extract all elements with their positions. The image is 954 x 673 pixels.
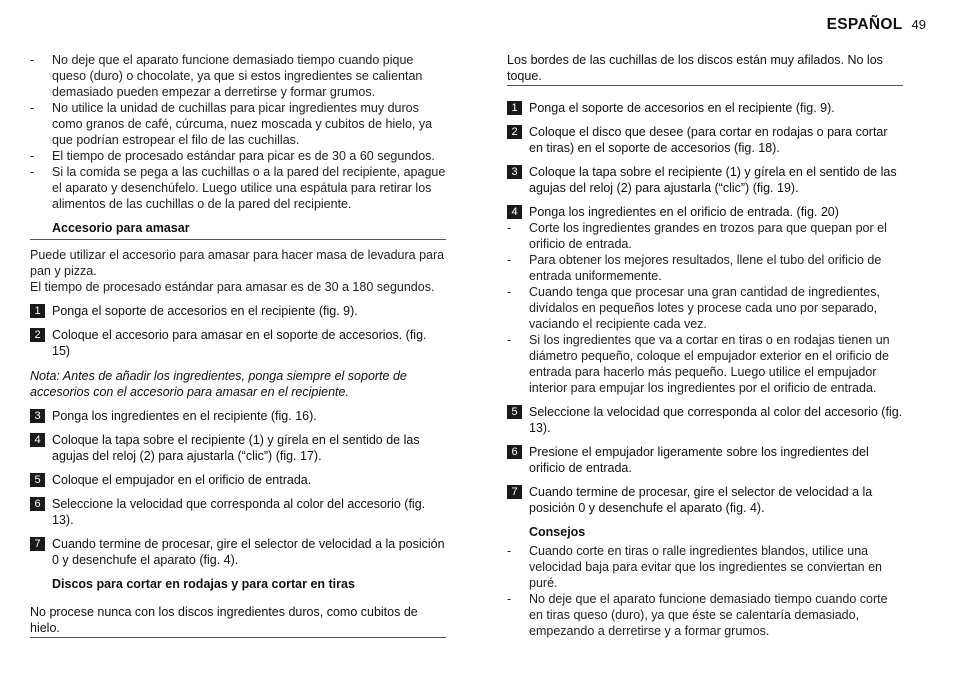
kneading-intro: Puede utilizar el accesorio para amasar para hacer masa de levadura para pan y pizza. — [30, 248, 445, 278]
section-heading-kneading: Accesorio para amasar — [30, 220, 446, 240]
tips-heading: Consejos — [529, 525, 586, 539]
step-number-badge: 6 — [507, 445, 522, 459]
left-column — [30, 52, 446, 638]
step-item — [30, 472, 446, 488]
step-item — [507, 164, 903, 196]
step-number-badge: 4 — [507, 205, 522, 219]
list-item: - Corte los ingredientes grandes en trozos para que quepan por el orificio de entrada. — [507, 220, 903, 252]
step-text: Cuando termine de procesar, gire el selector de velocidad a la posición 0 y desenchufe el aparato (fig. 4). — [529, 485, 873, 515]
step-number-badge: 3 — [507, 165, 522, 179]
step-item — [507, 204, 903, 220]
tips-list — [507, 543, 903, 639]
list-item: - Cuando corte en tiras o ralle ingredientes blandos, utilice una velocidad baja para evitar que los ingredientes se conviertan en puré. — [507, 543, 903, 591]
kneading-time: El tiempo de procesado estándar para amasar es de 30 a 180 segundos. — [30, 280, 435, 294]
step-item — [507, 404, 903, 436]
list-item: - Si los ingredientes que va a cortar en tiras o en rodajas tienen un diámetro pequeño, coloque el empujador exterior en el orificio de entrada para hacerlo más pequeño. Luego utilice el empujador interior para empujar los ingredientes por el orificio de entrada. — [507, 332, 903, 396]
list-item: - Cuando tenga que procesar una gran cantidad de ingredientes, divídalos en pequeños lotes y procese cada uno por separado, vaciando el recipiente cada vez. — [507, 284, 903, 332]
step-item — [30, 408, 446, 424]
list-item: - No utilice la unidad de cuchillas para picar ingredientes muy duros como granos de café, cúrcuma, nuez moscada y cubitos de hielo, ya que podrían estropear el filo de las cuchillas. — [30, 100, 446, 148]
step-number-badge: 6 — [30, 497, 45, 511]
intro-bullet-list — [30, 52, 446, 212]
step-number-badge: 5 — [507, 405, 522, 419]
note-text: Nota: Antes de añadir los ingredientes, ponga siempre el soporte de accesorios con el accesorio para amasar en el recipiente. — [30, 369, 407, 399]
step-text: Coloque el disco que desee (para cortar en rodajas o para cortar en tiras) en el soporte de accesorios (fig. 18). — [529, 125, 888, 155]
step-number-badge: 4 — [30, 433, 45, 447]
step-item — [507, 124, 903, 156]
step-item — [30, 327, 446, 359]
warning-text: No procese nunca con los discos ingredientes duros, como cubitos de hielo. — [30, 604, 446, 638]
list-item: - Si la comida se pega a las cuchillas o a la pared del recipiente, apague el aparato y desenchúfelo. Luego utilice una espátula para retirar los alimentos de las cuchillas o de la pared del recipiente. — [30, 164, 446, 212]
step-number-badge: 5 — [30, 473, 45, 487]
step-text: Seleccione la velocidad que corresponda al color del accesorio (fig. 13). — [52, 497, 426, 527]
list-item: - No deje que el aparato funcione demasiado tiempo cuando pique queso (duro) o chocolate, ya que si estos ingredientes se calientan demasiado pueden empezar a derretirse y formar grumos. — [30, 52, 446, 100]
step-text: Ponga el soporte de accesorios en el recipiente (fig. 9). — [52, 304, 358, 318]
page-number: 49 — [911, 17, 926, 32]
right-column — [507, 52, 903, 639]
step-number-badge: 1 — [507, 101, 522, 115]
step-item — [507, 100, 903, 116]
step-item — [30, 432, 446, 464]
step-text: Coloque el empujador en el orificio de entrada. — [52, 473, 312, 487]
step-text: Seleccione la velocidad que corresponda al color del accesorio (fig. 13). — [529, 405, 903, 435]
step-item — [30, 303, 446, 319]
language-label: ESPAÑOL — [826, 16, 903, 33]
step-number-badge: 7 — [30, 537, 45, 551]
step-item — [30, 536, 446, 568]
step-item — [507, 484, 903, 516]
step4-bullet-list — [507, 220, 903, 396]
step-text: Cuando termine de procesar, gire el selector de velocidad a la posición 0 y desenchufe el aparato (fig. 4). — [52, 537, 445, 567]
step-text: Ponga el soporte de accesorios en el recipiente (fig. 9). — [529, 101, 835, 115]
step-text: Ponga los ingredientes en el orificio de entrada. (fig. 20) — [529, 205, 839, 219]
step-item — [507, 444, 903, 476]
step-number-badge: 7 — [507, 485, 522, 499]
step-text: Ponga los ingredientes en el recipiente (fig. 16). — [52, 409, 317, 423]
list-item: - El tiempo de procesado estándar para picar es de 30 a 60 segundos. — [30, 148, 446, 164]
list-item: - Para obtener los mejores resultados, llene el tubo del orificio de entrada uniformemente. — [507, 252, 903, 284]
section-heading-discs: Discos para cortar en rodajas y para cortar en tiras — [52, 577, 355, 591]
step-text: Coloque la tapa sobre el recipiente (1) y gírela en el sentido de las agujas del reloj (2) para ajustarla (“clic”) (fig. 19). — [529, 165, 897, 195]
warning-text: Los bordes de las cuchillas de los discos están muy afilados. No los toque. — [507, 52, 903, 86]
step-number-badge: 3 — [30, 409, 45, 423]
step-text: Presione el empujador ligeramente sobre los ingredientes del orificio de entrada. — [529, 445, 869, 475]
step-number-badge: 1 — [30, 304, 45, 318]
list-item: - No deje que el aparato funcione demasiado tiempo cuando corte en tiras queso (duro), ya que éste se calentaría demasiado, empezando a derretirse y a formar grumos. — [507, 591, 903, 639]
step-number-badge: 2 — [30, 328, 45, 342]
step-number-badge: 2 — [507, 125, 522, 139]
page-header — [827, 17, 926, 33]
step-text: Coloque el accesorio para amasar en el soporte de accesorios. (fig. 15) — [52, 328, 427, 358]
step-text: Coloque la tapa sobre el recipiente (1) y gírela en el sentido de las agujas del reloj (2) para ajustarla (“clic”) (fig. 17). — [52, 433, 420, 463]
step-item — [30, 496, 446, 528]
